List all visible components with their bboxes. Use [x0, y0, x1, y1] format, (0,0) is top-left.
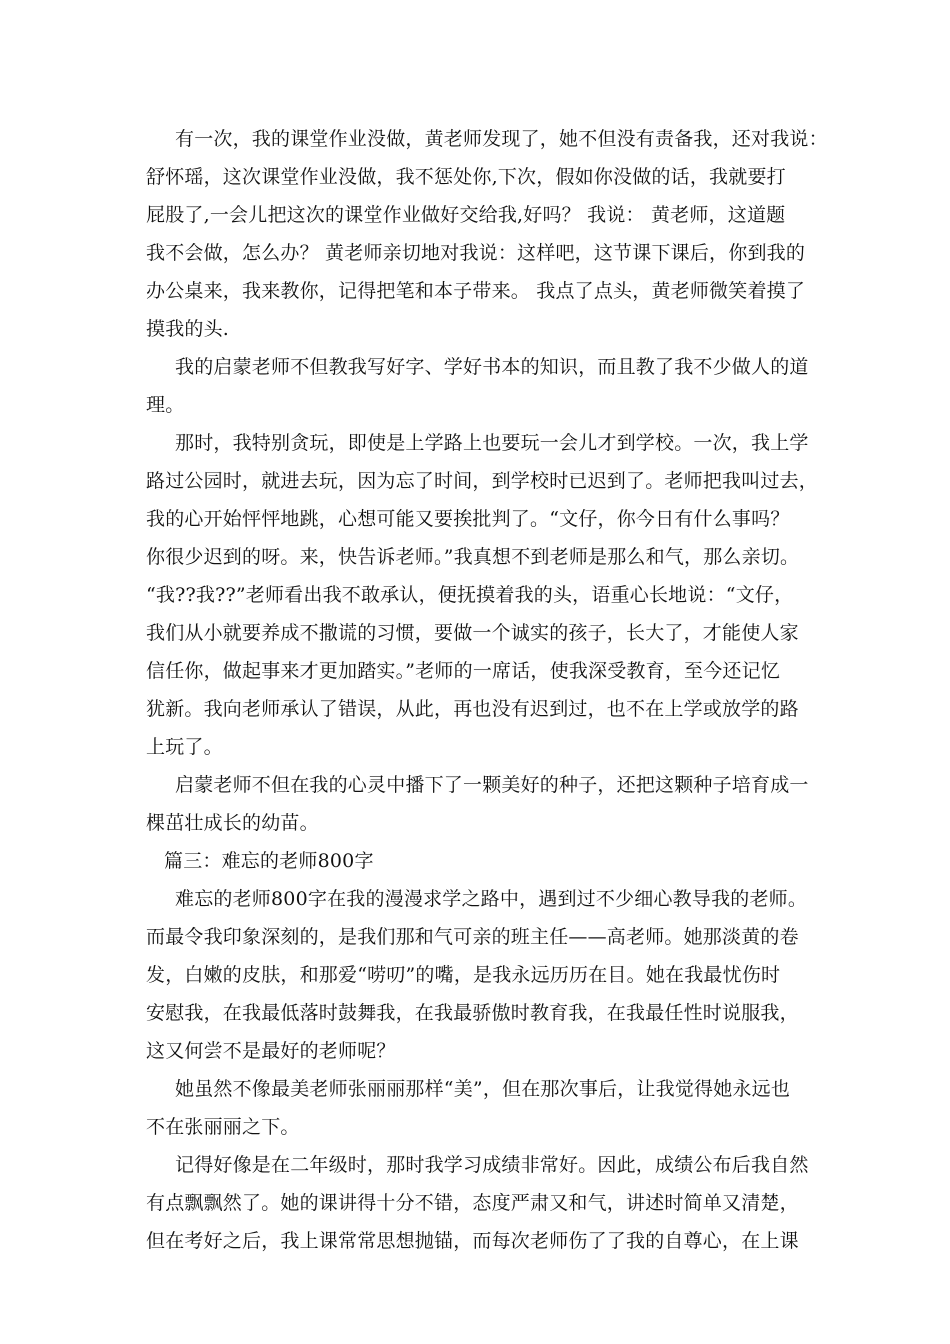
text-line: 我的心开始怦怦地跳，心想可能又要挨批判了。“文仔，你今日有什么事吗？: [146, 508, 790, 530]
text-line: 棵茁壮成长的幼苗。: [146, 812, 319, 834]
text-line: 那时，我特别贪玩，即使是上学路上也要玩一会儿才到学校。一次，我上学: [175, 432, 809, 454]
text-line: 难忘的老师800字在我的漫漫求学之路中，遇到过不少细心教导我的老师。: [175, 888, 808, 910]
text-line: 你很少迟到的呀。来，快告诉老师。”我真想不到老师是那么和气，那么亲切。: [146, 546, 800, 568]
text-line: 理。: [146, 394, 185, 416]
text-line: 有一次，我的课堂作业没做，黄老师发现了，她不但没有责备我，还对我说：: [175, 128, 828, 150]
text-line: 我不会做，怎么办？ 黄老师亲切地对我说：这样吧，这节课下课后，你到我的: [146, 242, 806, 264]
section-heading: 篇三：难忘的老师800字: [164, 850, 374, 872]
text-line: 犹新。我向老师承认了错误，从此，再也没有迟到过，也不在上学或放学的路: [146, 698, 799, 720]
text-line: 路过公园时，就进去玩，因为忘了时间，到学校时已迟到了。老师把我叫过去，: [146, 470, 819, 492]
text-line: 舒怀瑶，这次课堂作业没做，我不惩处你,下次，假如你没做的话，我就要打: [146, 166, 786, 188]
text-line: 安慰我，在我最低落时鼓舞我，在我最骄傲时教育我，在我最任性时说服我，: [146, 1002, 799, 1024]
text-line: 而最令我印象深刻的，是我们那和气可亲的班主任——高老师。她那淡黄的卷: [146, 926, 799, 948]
text-line: 记得好像是在二年级时，那时我学习成绩非常好。因此，成绩公布后我自然: [175, 1154, 809, 1176]
text-line: 但在考好之后，我上课常常思想抛锚，而每次老师伤了了我的自尊心，在上课: [146, 1230, 799, 1252]
text-line: 启蒙老师不但在我的心灵中播下了一颗美好的种子，还把这颗种子培育成一: [175, 774, 809, 796]
text-line: 办公桌来，我来教你，记得把笔和本子带来。 我点了点头，黄老师微笑着摸了: [146, 280, 806, 302]
text-line: 有点飘飘然了。她的课讲得十分不错，态度严肃又和气，讲述时简单又清楚，: [146, 1192, 799, 1214]
text-line: 发，白嫩的皮肤，和那爱“唠叨”的嘴，是我永远历历在目。她在我最忧伤时: [146, 964, 781, 986]
text-line: 这又何尝不是最好的老师呢？: [146, 1040, 396, 1062]
text-line: 上玩了。: [146, 736, 223, 758]
text-line: 摸我的头.: [146, 318, 230, 340]
document-body: [146, 120, 828, 1260]
text-line: 我们从小就要养成不撒谎的习惯，要做一个诚实的孩子，长大了，才能使人家: [146, 622, 799, 644]
text-line: 我的启蒙老师不但教我写好字、学好书本的知识，而且教了我不少做人的道: [175, 356, 809, 378]
text-line: “我??我??”老师看出我不敢承认，便抚摸着我的头，语重心长地说：“文仔，: [146, 584, 794, 606]
text-line: 不在张丽丽之下。: [146, 1116, 300, 1138]
text-line: 她虽然不像最美老师张丽丽那样“美”，但在那次事后，让我觉得她永远也: [175, 1078, 791, 1100]
text-line: 屁股了,一会儿把这次的课堂作业做好交给我,好吗？ 我说： 黄老师，这道题: [146, 204, 786, 226]
text-line: 信任你，做起事来才更加踏实。”老师的一席话，使我深受教育，至今还记忆: [146, 660, 781, 682]
